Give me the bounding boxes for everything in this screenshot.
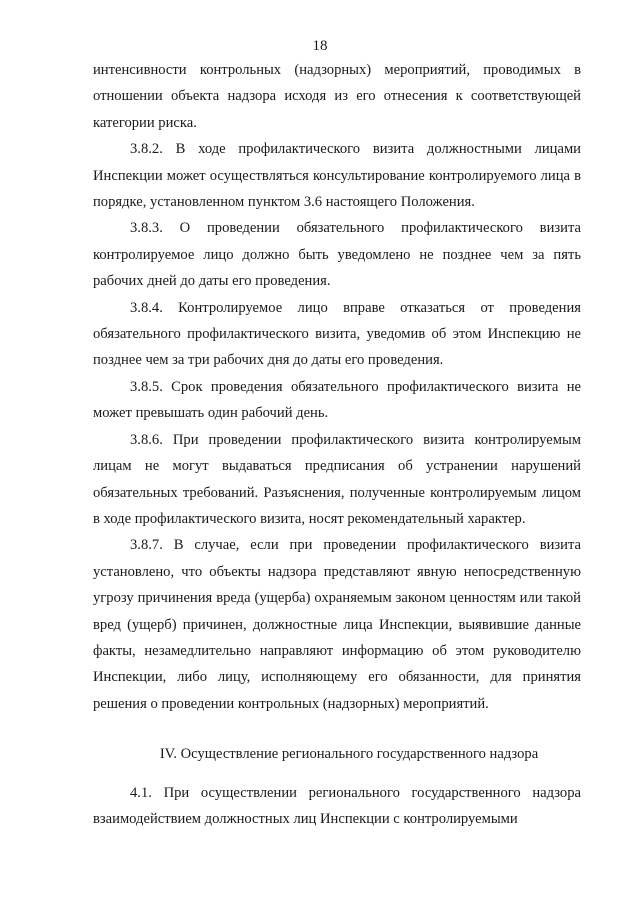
paragraph-4-1: 4.1. При осуществлении регионального государственного надзора взаимодействием должностных лиц Инспекции с контролируемыми — [93, 784, 581, 827]
paragraph-continuation: интенсивности контрольных (надзорных) мероприятий, проводимых в отношении объекта надзора исходя из его отнесения к соответствующей категории риска. — [93, 62, 581, 131]
paragraph-3-8-3: 3.8.3. О проведении обязательного профилактического визита контролируемое лицо должно быть уведомлено не позднее чем за пять рабочих дней до даты его проведения. — [93, 220, 581, 290]
document-body — [93, 57, 581, 832]
paragraph-3-8-7: 3.8.7. В случае, если при проведении профилактического визита установлено, что объекты надзора представляют явную непосредственную угрозу причинения вреда (ущерба) охраняемым законом ценностям или такой вред (ущерб) причинен, должностные лица Инспекции, выявившие данные факты, незамедлительно направляют информацию об этом руководителю Инспекции, либо лицу, исполняющему его обязанности, для принятия решения о проведении контрольных (надзорных) мероприятий. — [93, 537, 581, 712]
page-number: 18 — [312, 38, 328, 54]
paragraph-3-8-2: 3.8.2. В ходе профилактического визита должностными лицами Инспекции может осуществляться консультирование контролируемого лица в порядке, установленном пунктом 3.6 настоящего Положения. — [93, 141, 581, 211]
paragraph-3-8-4: 3.8.4. Контролируемое лицо вправе отказаться от проведения обязательного профилактического визита, уведомив об этом Инспекцию не позднее чем за три рабочих дня до даты его проведения. — [93, 299, 581, 369]
section-heading-iv: IV. Осуществление регионального государственного надзора — [159, 746, 539, 763]
paragraph-3-8-6: 3.8.6. При проведении профилактического визита контролируемым лицам не могут выдаваться предписания об устранении нарушений обязательных требований. Разъяснения, полученные контролируемым лицом в ходе профилактического визита, носят рекомендательный характер. — [93, 431, 581, 527]
paragraph-3-8-5: 3.8.5. Срок проведения обязательного профилактического визита не может превышать один рабочий день. — [93, 378, 581, 422]
